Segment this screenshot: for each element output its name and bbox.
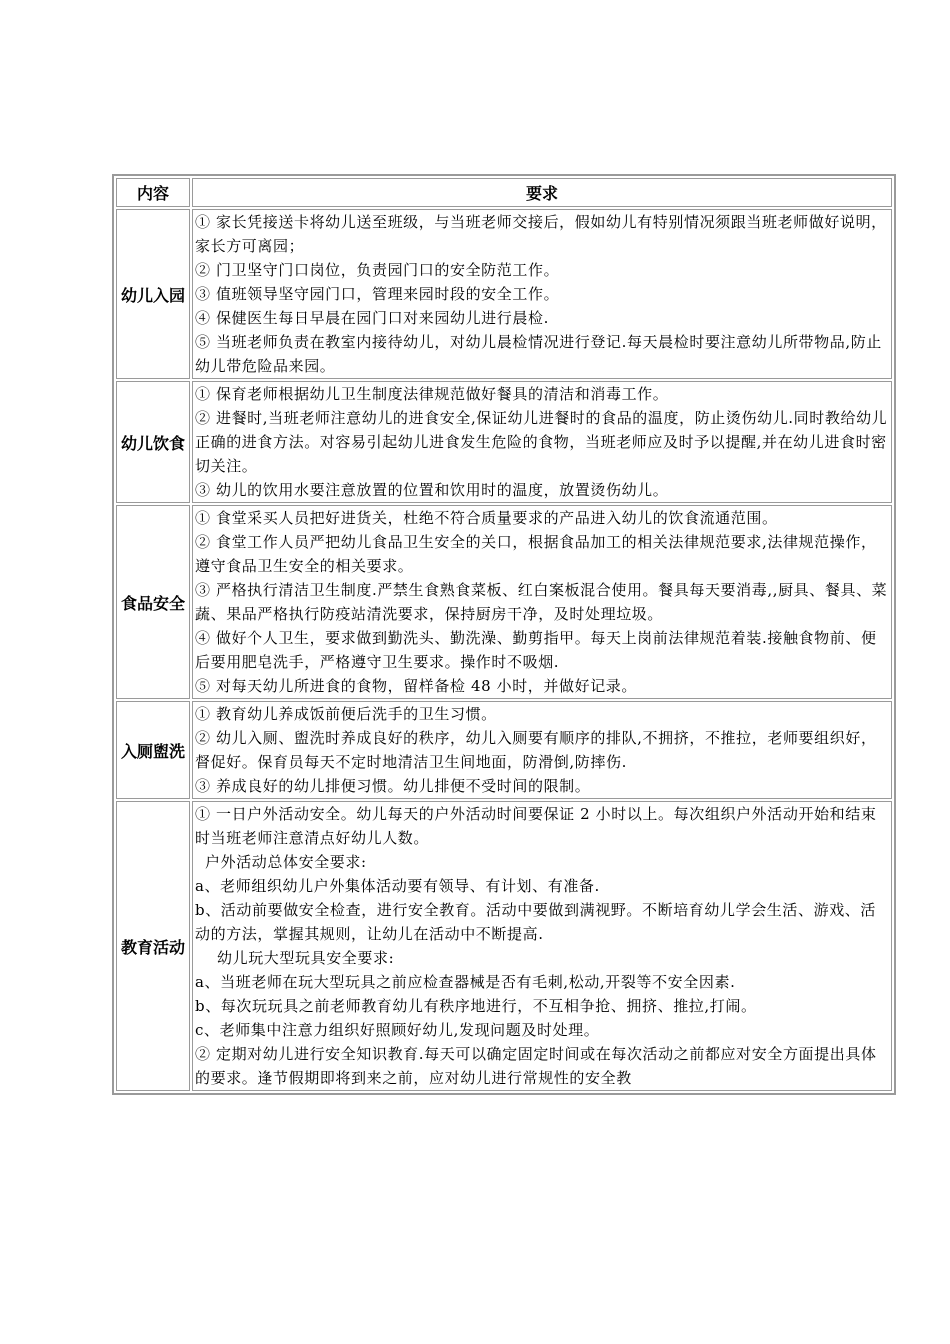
requirements-table: [112, 174, 896, 1095]
requirement-line: ② 幼儿入厕、盥洗时养成良好的秩序，幼儿入厕要有顺序的排队,不拥挤，不推拉，老师要组织好，督促好。保育员每天不定时地清洁卫生间地面，防滑倒,防摔伤.: [195, 729, 877, 771]
table-row: [116, 209, 892, 379]
requirement-line: ④ 保健医生每日早晨在园门口对来园幼儿进行晨检.: [195, 309, 549, 327]
table-row: [116, 505, 892, 699]
table-row: [116, 381, 892, 503]
requirement-line: ① 一日户外活动安全。幼儿每天的户外活动时间要保证 2 小时以上。每次组织户外活动开始和结束时当班老师注意清点好幼儿人数。: [195, 805, 877, 847]
requirement-line: c、老师集中注意力组织好照顾好幼儿,发现问题及时处理。: [195, 1021, 600, 1039]
requirement-subheading: 幼儿玩大型玩具安全要求:: [217, 949, 395, 967]
table-row: [116, 801, 892, 1091]
requirements-cell: [192, 209, 892, 379]
category-cell: 食品安全: [116, 505, 190, 699]
requirements-cell: [192, 701, 892, 799]
requirement-line: a、老师组织幼儿户外集体活动要有领导、有计划、有准备.: [195, 877, 600, 895]
requirement-line: ② 定期对幼儿进行安全知识教育.每天可以确定固定时间或在每次活动之前都应对安全方面提出具体的要求。逢节假期即将到来之前，应对幼儿进行常规性的安全教: [195, 1045, 877, 1087]
requirement-subheading: 户外活动总体安全要求:: [205, 853, 367, 871]
header-content: 内容: [116, 178, 190, 207]
requirement-line: ③ 严格执行清洁卫生制度.严禁生食熟食菜板、红白案板混合使用。餐具每天要消毒,,厨具、餐具、菜蔬、果品严格执行防疫站清洗要求，保持厨房干净，及时处理垃圾。: [195, 581, 888, 623]
category-cell: 幼儿入园: [116, 209, 190, 379]
table-row: [116, 701, 892, 799]
requirement-line: ③ 养成良好的幼儿排便习惯。幼儿排便不受时间的限制。: [195, 777, 591, 795]
requirement-line: b、每次玩玩具之前老师教育幼儿有秩序地进行，不互相争抢、拥挤、推拉,打闹。: [195, 997, 757, 1015]
requirement-line: ⑤ 当班老师负责在教室内接待幼儿，对幼儿晨检情况进行登记.每天晨检时要注意幼儿所带物品,防止幼儿带危险品来园。: [195, 333, 882, 375]
requirement-line: ② 食堂工作人员严把幼儿食品卫生安全的关口，根据食品加工的相关法律规范要求,法律规范操作，遵守食品卫生安全的相关要求。: [195, 533, 877, 575]
requirement-line: ④ 做好个人卫生，要求做到勤洗头、勤洗澡、勤剪指甲。每天上岗前法律规范着装.接触食物前、便后要用肥皂洗手，严格遵守卫生要求。操作时不吸烟.: [195, 629, 877, 671]
category-cell: 入厕盥洗: [116, 701, 190, 799]
requirement-line: ① 教育幼儿养成饭前便后洗手的卫生习惯。: [195, 705, 497, 723]
requirement-line: ② 门卫坚守门口岗位，负责园门口的安全防范工作。: [195, 261, 560, 279]
header-requirements: 要求: [192, 178, 892, 207]
requirement-line: ② 进餐时,当班老师注意幼儿的进食安全,保证幼儿进餐时的食品的温度，防止烫伤幼儿.同时教给幼儿正确的进食方法。对容易引起幼儿进食发生危险的食物，当班老师应及时予以提醒,并在幼儿进食时密切关注。: [195, 409, 888, 475]
requirements-cell: [192, 505, 892, 699]
table-header-row: [116, 178, 892, 207]
requirement-line: ① 家长凭接送卡将幼儿送至班级，与当班老师交接后，假如幼儿有特别情况须跟当班老师做好说明，家长方可离园；: [195, 213, 887, 255]
category-cell: 教育活动: [116, 801, 190, 1091]
requirement-line: ⑤ 对每天幼儿所进食的食物，留样备检 48 小时，并做好记录。: [195, 677, 637, 695]
requirements-cell: [192, 381, 892, 503]
requirement-line: ① 食堂采买人员把好进货关，杜绝不符合质量要求的产品进入幼儿的饮食流通范围。: [195, 509, 778, 527]
requirements-cell: [192, 801, 892, 1091]
requirement-line: a、当班老师在玩大型玩具之前应检查器械是否有毛刺,松动,开裂等不安全因素.: [195, 973, 736, 991]
category-cell: 幼儿饮食: [116, 381, 190, 503]
requirement-line: ① 保育老师根据幼儿卫生制度法律规范做好餐具的清洁和消毒工作。: [195, 385, 669, 403]
requirement-line: b、活动前要做安全检查，进行安全教育。活动中要做到满视野。不断培育幼儿学会生活、游戏、活动的方法，掌握其规则，让幼儿在活动中不断提高.: [195, 901, 877, 943]
requirement-line: ③ 值班领导坚守园门口，管理来园时段的安全工作。: [195, 285, 560, 303]
requirement-line: ③ 幼儿的饮用水要注意放置的位置和饮用时的温度，放置烫伤幼儿。: [195, 481, 669, 499]
